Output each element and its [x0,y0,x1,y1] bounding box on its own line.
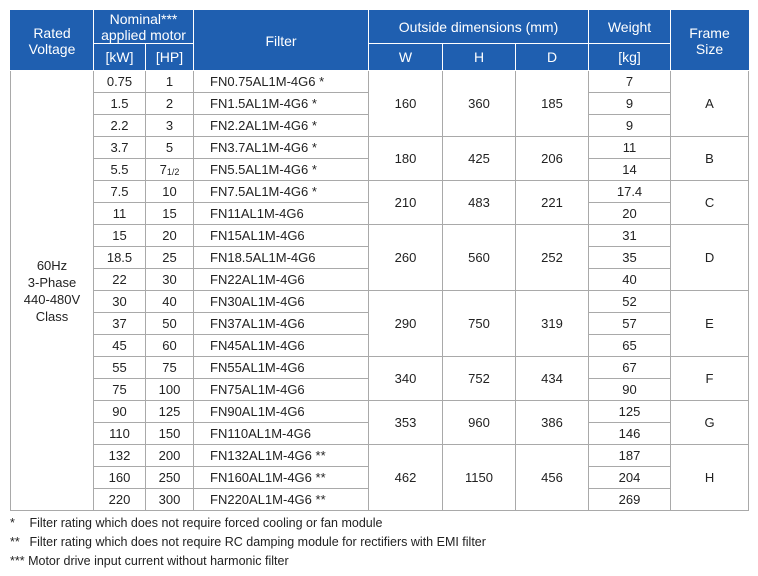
hp-value: 60 [162,338,177,353]
hp-value: 1 [165,74,174,89]
header-weight: Weight [589,11,671,44]
hp-cell [146,93,194,115]
voltage-line: 440-480V [23,291,81,307]
hp-value: 40 [162,294,177,309]
hp-value: 20 [162,228,177,243]
hp-value: 10 [162,184,177,199]
filter-model-cell: FN55AL1M-4G6 [194,357,369,379]
filter-model-cell: FN18.5AL1M-4G6 [194,247,369,269]
dimension-d-cell: 206 [516,137,589,181]
hp-cell [146,159,194,181]
kw-cell: 5.5 [94,159,146,181]
voltage-line: 60Hz [36,257,68,273]
dimension-w-cell: 210 [369,181,443,225]
header-height: H [443,44,516,71]
hp-fraction: 1/2 [166,167,180,177]
hp-cell [146,445,194,467]
kw-cell: 11 [94,203,146,225]
kw-cell: 15 [94,225,146,247]
weight-cell: 17.4 [589,181,671,203]
table-row [11,71,749,93]
hp-cell [146,225,194,247]
filter-model-cell: FN45AL1M-4G6 [194,335,369,357]
filter-spec-table [10,10,749,511]
dimension-h-cell: 483 [443,181,516,225]
voltage-line: 3-Phase [27,274,77,290]
hp-cell [146,489,194,511]
weight-cell: 9 [589,115,671,137]
filter-model-cell: FN30AL1M-4G6 [194,291,369,313]
weight-cell: 269 [589,489,671,511]
dimension-h-cell: 425 [443,137,516,181]
footnote-text: Motor drive input current without harmonic filter [28,554,289,568]
header-filter: Filter [194,11,369,71]
header-nominal-motor: Nominal*** applied motor [94,11,194,44]
hp-cell [146,401,194,423]
weight-cell: 40 [589,269,671,291]
header-hp-unit: [HP] [146,44,194,71]
table-body [11,71,749,511]
hp-cell [146,181,194,203]
frame-size-cell: F [671,357,749,401]
hp-cell [146,247,194,269]
kw-cell: 37 [94,313,146,335]
hp-cell [146,379,194,401]
hp-value: 30 [162,272,177,287]
header-width: W [369,44,443,71]
frame-size-cell: C [671,181,749,225]
filter-model-cell: FN3.7AL1M-4G6 * [194,137,369,159]
filter-model-cell: FN110AL1M-4G6 [194,423,369,445]
header-rated-voltage: Rated Voltage [11,11,94,71]
kw-cell: 22 [94,269,146,291]
footnote-mark: * [10,516,15,530]
frame-size-cell: D [671,225,749,291]
filter-model-cell: FN2.2AL1M-4G6 * [194,115,369,137]
dimension-w-cell: 340 [369,357,443,401]
dimension-d-cell: 319 [516,291,589,357]
hp-value: 75 [162,360,177,375]
filter-model-cell: FN90AL1M-4G6 [194,401,369,423]
kw-cell: 90 [94,401,146,423]
hp-value: 300 [158,492,181,507]
kw-cell: 160 [94,467,146,489]
dimension-d-cell: 252 [516,225,589,291]
kw-cell: 220 [94,489,146,511]
frame-size-cell: A [671,71,749,137]
filter-model-cell: FN75AL1M-4G6 [194,379,369,401]
table-row [11,445,749,467]
weight-cell: 9 [589,93,671,115]
hp-cell [146,269,194,291]
dimension-d-cell: 221 [516,181,589,225]
filter-model-cell: FN220AL1M-4G6 ** [194,489,369,511]
kw-cell: 0.75 [94,71,146,93]
dimension-d-cell: 386 [516,401,589,445]
footnote-text: Filter rating which does not require forced cooling or fan module [29,516,383,530]
filter-model-cell: FN15AL1M-4G6 [194,225,369,247]
footnotes [10,514,748,571]
hp-value: 50 [162,316,177,331]
kw-cell: 18.5 [94,247,146,269]
hp-cell [146,71,194,93]
dimension-h-cell: 560 [443,225,516,291]
hp-cell [146,137,194,159]
header-kw-unit: [kW] [94,44,146,71]
footnote-mark: ** [10,535,20,549]
weight-cell: 57 [589,313,671,335]
header-depth: D [516,44,589,71]
kw-cell: 55 [94,357,146,379]
table-row [11,291,749,313]
hp-cell [146,313,194,335]
filter-model-cell: FN1.5AL1M-4G6 * [194,93,369,115]
filter-model-cell: FN22AL1M-4G6 [194,269,369,291]
footnote [10,514,748,533]
hp-value: 125 [158,404,181,419]
filter-model-cell: FN11AL1M-4G6 [194,203,369,225]
weight-cell: 90 [589,379,671,401]
frame-size-cell: G [671,401,749,445]
dimension-h-cell: 752 [443,357,516,401]
hp-cell [146,291,194,313]
dimension-w-cell: 290 [369,291,443,357]
footnote [10,533,748,552]
hp-cell [146,203,194,225]
table-row [11,357,749,379]
hp-value: 2 [165,96,174,111]
hp-value: 250 [158,470,181,485]
filter-model-cell: FN7.5AL1M-4G6 * [194,181,369,203]
dimension-d-cell: 456 [516,445,589,511]
weight-cell: 65 [589,335,671,357]
weight-cell: 187 [589,445,671,467]
filter-model-cell: FN160AL1M-4G6 ** [194,467,369,489]
dimension-d-cell: 434 [516,357,589,401]
frame-size-cell: B [671,137,749,181]
filter-model-cell: FN37AL1M-4G6 [194,313,369,335]
kw-cell: 30 [94,291,146,313]
hp-value: 25 [162,250,177,265]
hp-value: 3 [165,118,174,133]
hp-cell [146,357,194,379]
filter-model-cell: FN132AL1M-4G6 ** [194,445,369,467]
dimension-w-cell: 462 [369,445,443,511]
filter-model-cell: FN0.75AL1M-4G6 * [194,71,369,93]
dimension-h-cell: 750 [443,291,516,357]
table-row [11,137,749,159]
voltage-line: Class [35,308,69,324]
table-row [11,225,749,247]
hp-cell [146,467,194,489]
kw-cell: 1.5 [94,93,146,115]
hp-value: 100 [158,382,181,397]
dimension-w-cell: 160 [369,71,443,137]
header-frame-size: Frame Size [671,11,749,71]
weight-cell: 7 [589,71,671,93]
weight-cell: 31 [589,225,671,247]
hp-cell [146,115,194,137]
weight-cell: 125 [589,401,671,423]
hp-cell [146,423,194,445]
hp-value: 200 [158,448,181,463]
dimension-h-cell: 960 [443,401,516,445]
dimension-w-cell: 260 [369,225,443,291]
table-row [11,401,749,423]
footnote-mark: *** [10,554,25,568]
hp-value: 15 [162,206,177,221]
dimension-d-cell: 185 [516,71,589,137]
weight-cell: 67 [589,357,671,379]
kw-cell: 132 [94,445,146,467]
table-row [11,181,749,203]
weight-cell: 11 [589,137,671,159]
weight-cell: 20 [589,203,671,225]
hp-cell [146,335,194,357]
kw-cell: 110 [94,423,146,445]
header-weight-unit: [kg] [589,44,671,71]
dimension-h-cell: 1150 [443,445,516,511]
frame-size-cell: H [671,445,749,511]
header-outside-dimensions: Outside dimensions (mm) [369,11,589,44]
kw-cell: 7.5 [94,181,146,203]
footnote-text: Filter rating which does not require RC damping module for rectifiers with EMI filter [29,535,486,549]
kw-cell: 75 [94,379,146,401]
hp-value: 7 [159,162,167,177]
weight-cell: 35 [589,247,671,269]
rated-voltage-cell [11,71,94,511]
hp-value: 5 [165,140,174,155]
frame-size-cell: E [671,291,749,357]
footnote [10,552,748,571]
kw-cell: 2.2 [94,115,146,137]
dimension-w-cell: 180 [369,137,443,181]
weight-cell: 14 [589,159,671,181]
filter-model-cell: FN5.5AL1M-4G6 * [194,159,369,181]
kw-cell: 45 [94,335,146,357]
hp-value: 150 [158,426,181,441]
dimension-h-cell: 360 [443,71,516,137]
weight-cell: 204 [589,467,671,489]
kw-cell: 3.7 [94,137,146,159]
dimension-w-cell: 353 [369,401,443,445]
weight-cell: 52 [589,291,671,313]
weight-cell: 146 [589,423,671,445]
